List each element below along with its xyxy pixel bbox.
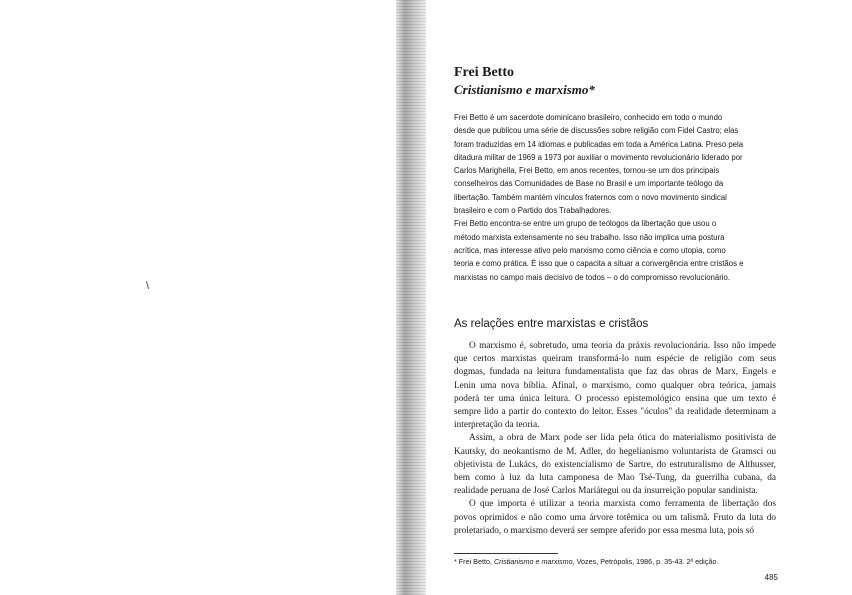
chapter-subtitle: Cristianismo e marxismo* bbox=[454, 82, 595, 97]
body-paragraph: O marxismo é, sobretudo, uma teoria da práxis revolucionária. Isso não impede que certos marxistas queiram transformá-lo num espécie de religião com seus dogmas, fundada na leitura fundamentalista que faz das obras de Marx, Engels e Lenin uma nova bíblia. Afinal, o marxismo, como qualquer obra teórica, jamais poderá ter uma única leitura. O processo epistemológico ensina que um texto é sempre lido a partir do contexto do leitor. Esses "óculos" da realidade determinam a interpretação da teoria. bbox=[454, 341, 776, 431]
author-intro bbox=[454, 111, 744, 284]
intro-paragraph: Frei Betto encontra-se entre um grupo de teólogos da libertação que usou o método marxista extensamente no seu trabalho. Isso não implica uma postura acrítica, mas interesse ativo pelo marxismo como ciência e como utopia, como teoria e como prática. É isso que o capacita a situar a convergência entre cristãos e marxistas no campo mais decisivo de todos – o do compromisso revolucionário. bbox=[454, 219, 744, 282]
body-text bbox=[454, 340, 776, 538]
stray-scan-mark bbox=[146, 281, 149, 289]
book-gutter bbox=[396, 0, 426, 595]
body-paragraph: O que importa é utilizar a teoria marxista como ferramenta de libertação dos povos oprimidos e não como uma árvore totêmica ou um talismã. Fruto da luta do proletariado, o marxismo deverá ser sempre aferido por essa mesma luta, pois só bbox=[454, 499, 776, 536]
body-paragraph: Assim, a obra de Marx pode ser lida pela ótica do materialismo positivista de Kautsky, do neokantismo de M. Adler, do hegelianismo voluntarista de Gramsci ou objetivista de Lukács, do existencialismo de Sartre, do estruturalismo de Althusser, bem como à luz da luta camponesa de Mao Tsé-Tung, da guerrilha cubana, da realidade peruana de José Carlos Mariátegui ou da insurreição popular sandinista. bbox=[454, 433, 776, 497]
footnote-prefix: * Frei Betto, bbox=[454, 557, 494, 566]
author-name: Frei Betto bbox=[454, 65, 514, 80]
intro-paragraph: Frei Betto é um sacerdote dominicano brasileiro, conhecido em todo o mundo desde que publicou uma série de discussões sobre religião com Fidel Castro; elas foram traduzidas em 14 idiomas e publicadas em toda a América Latina. Preso pela ditadura militar de 1969 a 1973 por auxiliar o movimento revolucionário liderado por Carlos Marighella, Frei Betto, em anos recentes, tornou-se um dos principais conselheiros das Comunidades de Base no Brasil e um importante teólogo da libertação. Também mantém vínculos fraternos com o novo movimento sindical brasileiro e com o Partido dos Trabalhadores. bbox=[454, 113, 744, 216]
footnote bbox=[454, 557, 718, 566]
left-page-blank bbox=[0, 0, 396, 595]
footnote-rule bbox=[454, 553, 558, 554]
footnote-title: Cristianismo e marxismo bbox=[493, 557, 573, 566]
section-heading: As relações entre marxistas e cristãos bbox=[454, 318, 649, 330]
page-number: 485 bbox=[764, 573, 778, 582]
footnote-suffix: , Vozes, Petrópolis, 1986, p. 35-43. 2ª edição. bbox=[572, 557, 719, 566]
